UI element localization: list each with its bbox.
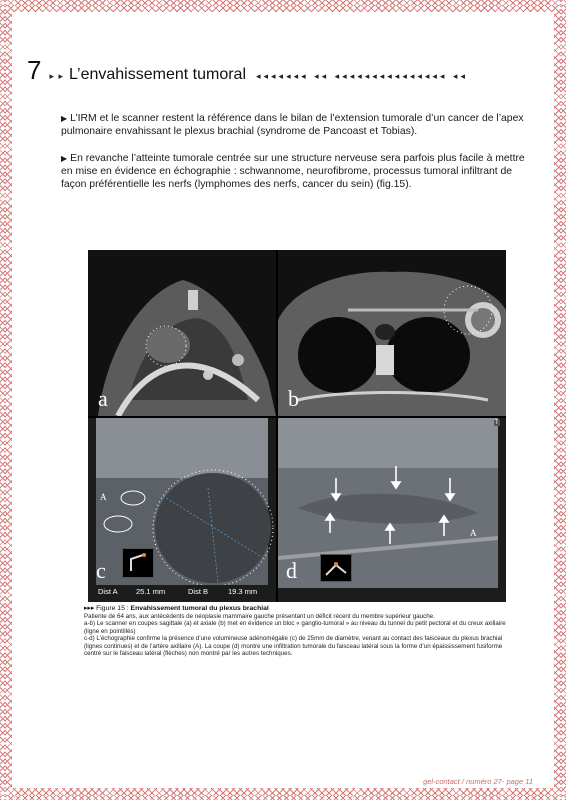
dist-a-label: Dist A [98,587,118,596]
caption-line-2: a-b) Le scanner en coupes sagittale (a) et axiale (b) met en évidence un bloc « ganglio-tumoral » au niveau du tunnel du petit pectoral et du creux axillaire (ligne en pointillés) [84,620,506,635]
section-number: 7 [27,55,42,85]
caption-label: Figure 15 : [96,605,131,612]
probe-orientation-icon [122,548,154,578]
panel-a-label: a [98,386,108,411]
panel-c-label: c [96,558,106,583]
section-heading [27,57,537,83]
panel-d-ultrasound [278,418,506,602]
artery-label-d: A [470,528,477,538]
panel-c-ultrasound [88,418,276,602]
bullet-icon: ▶ [61,154,68,163]
section-trail-arrows: ◂◂◂◂◂◂◂ ◂◂ ◂◂◂◂◂◂◂◂◂◂◂◂◂◂◂ ◂◂ [256,71,468,81]
caption-line-3: c-d) L’échographie confirme la présence d’une volumineuse adénomégalie (c) de 25mm de diamètre, venant au contact des faisceaux du plexus brachial (lignes continues) et de l’artère axillaire (A). La coupe (d) montre une infiltration tumorale du faisceau latéral sous la forme d’un épaississement fusiforme centré sur le faisceau latéral (flèches) non montré par les autres techniques. [84,635,503,657]
page-footer: gel-contact / numéro 27- page 11 [423,777,533,786]
panel-d-label: d [286,558,297,583]
panel-b-ct-axial [278,250,506,416]
section-arrows: ▸ ▸ [49,71,65,81]
panel-b-label: b [288,386,299,411]
paragraph-1-text: L’IRM et le scanner restent la référence dans le bilan de l’extension tumorale d’un cancer de l’apex pulmonaire envahissant le plexus brachial (syndrome de Pancoast et Tobias). [61,113,524,137]
paragraph-2-text: En revanche l’atteinte tumorale centrée sur une structure nerveuse sera parfois plus facile à mettre en mise en évidence en échographie : schwannome, neurofibrome, processus tumoral infiltrant de façon préférentielle les nerfs (lymphomes des nerfs, cancer du sein) (fig.15). [61,153,525,190]
caption-arrows: ▸▸▸ [84,605,95,612]
figure-caption [84,605,514,658]
section-title: L’envahissement tumoral [69,66,246,83]
dist-a-value: 25.1 mm [136,587,166,596]
probe-orientation-icon [320,554,352,582]
dist-b-label: Dist B [188,587,209,596]
panel-a-ct-sagittal [88,250,276,416]
dist-b-value: 19.3 mm [228,587,258,596]
paragraph-1 [61,112,531,138]
caption-heading [84,605,514,613]
bullet-icon: ▶ [61,114,68,123]
caption-title: Envahissement tumoral du plexus brachial [130,605,269,612]
figure-15 [88,250,506,602]
artery-label-c: A [100,492,107,502]
caption-line-1: Patiente de 64 ans, aux antécédents de néoplasie mammaire gauche présentant un déficit récent du membre supérieur gauche. [84,612,435,620]
corner-marker: T [495,420,499,426]
paragraph-2 [61,152,531,191]
